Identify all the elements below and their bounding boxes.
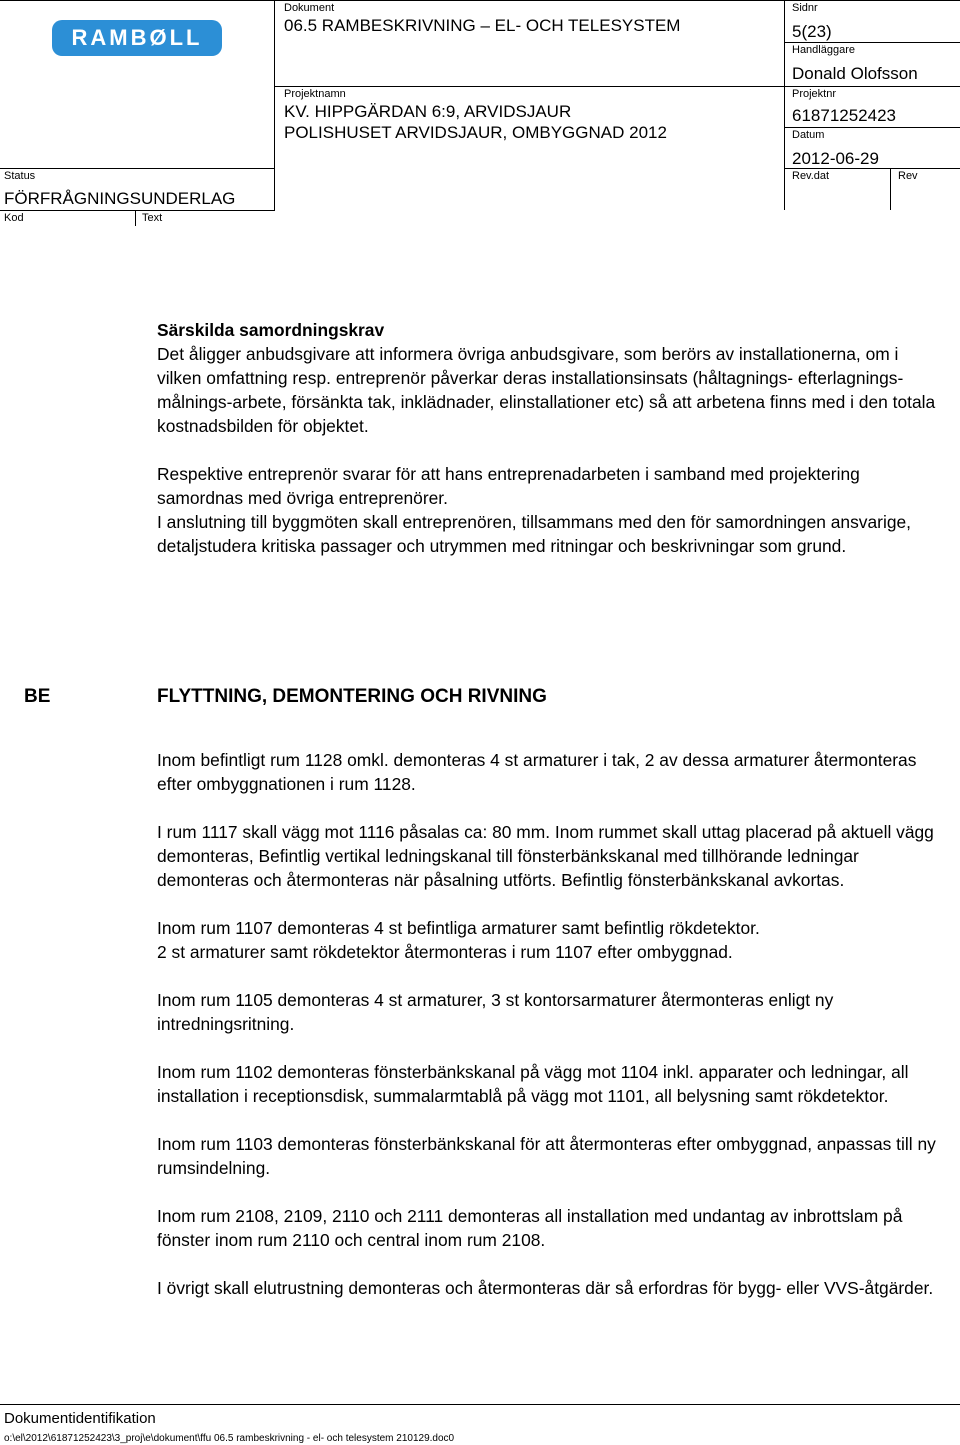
header-hline-handl	[784, 42, 960, 43]
rivning-item-4: Inom rum 1105 demonteras 4 st armaturer, 3 st kontorsarmaturer återmonteras enligt ny intredningsritning.	[157, 990, 834, 1034]
header-hline-kod	[0, 210, 275, 211]
datum-value: 2012-06-29	[792, 149, 879, 168]
handlaggare-label: Handläggare	[792, 44, 855, 56]
header-hline-status	[0, 168, 275, 169]
status-label: Status	[4, 170, 36, 182]
section-title: FLYTTNING, DEMONTERING OCH RIVNING	[157, 686, 547, 707]
rivning-item-7: Inom rum 2108, 2109, 2110 och 2111 demonteras all installation med undantag av inbrottslam på fönster inom rum 2110 och central inom rum 2108.	[157, 1206, 903, 1250]
text-label: Text	[142, 212, 163, 224]
handlaggare-value: Donald Olofsson	[792, 64, 918, 83]
header-hline-projnr	[784, 86, 960, 87]
header-top-border	[0, 0, 960, 1]
status-value: FÖRFRÅGNINGSUNDERLAG	[4, 189, 236, 208]
header-divider-2	[784, 0, 785, 210]
paragraph-2: Respektive entreprenör svarar för att hans entreprenadarbeten i samband med projektering samordnas med övriga entreprenörer.	[157, 464, 860, 508]
samordning-section	[157, 318, 947, 558]
logo-text: RAMBØLL	[71, 25, 203, 50]
kod-label: Kod	[4, 212, 24, 224]
projektnr-label: Projektnr	[792, 88, 837, 100]
header-hline-project	[274, 86, 785, 87]
dokument-value: 06.5 RAMBESKRIVNING – EL- OCH TELESYSTEM	[284, 16, 681, 35]
projektnamn-label: Projektnamn	[284, 88, 346, 100]
ramboll-logo	[52, 20, 222, 56]
rivning-item-5: Inom rum 1102 demonteras fönsterbänkskanal på vägg mot 1104 inkl. apparater och ledningar, all installation i receptionsdisk, summalarmtablå på vägg mot 1101, all belysning samt rökdetektor.	[157, 1062, 909, 1106]
projektnamn-line1: KV. HIPPGÄRDAN 6:9, ARVIDSJAUR	[284, 102, 572, 121]
rivning-item-2: I rum 1117 skall vägg mot 1116 påsalas ca: 80 mm. Inom rummet skall uttag placerad på aktuell vägg demonteras, Befintlig vertikal ledningskanal till fönsterbänkskanal med tillhörande ledningar demonteras och återmonteras när påsalning utförts. Befintlig fönsterbänkskanal avkortas.	[157, 822, 934, 890]
rivning-item-3b: 2 st armaturer samt rökdetektor återmonteras i rum 1107 efter ombyggnad.	[157, 942, 733, 962]
rivning-item-3a: Inom rum 1107 demonteras 4 st befintliga armaturer samt befintlig rökdetektor.	[157, 918, 760, 938]
header-divider-1	[274, 0, 275, 210]
section-code: BE	[24, 686, 51, 707]
footer-path: o:\el\2012\61871252423\3_proj\e\dokument\ffu 06.5 rambeskrivning - el- och telesystem 210129.doc0	[4, 1433, 455, 1444]
rivning-item-8: I övrigt skall elutrustning demonteras och återmonteras där så erfordras för bygg- eller VVS-åtgärder.	[157, 1278, 934, 1298]
revdat-label: Rev.dat	[792, 170, 830, 182]
header-kod-divider	[135, 210, 136, 226]
sidnr-label: Sidnr	[792, 2, 818, 14]
projektnr-value: 61871252423	[792, 106, 897, 125]
projektnamn-line2: POLISHUSET ARVIDSJAUR, OMBYGGNAD 2012	[284, 123, 667, 142]
dokument-label: Dokument	[284, 2, 335, 14]
paragraph-3: I anslutning till byggmöten skall entreprenören, tillsammans med den för samordningen ansvarige, detaljstudera kritiska passager och utrymmen med ritningar och beskrivningar som grund.	[157, 512, 911, 556]
rivning-section	[157, 748, 947, 1300]
datum-label: Datum	[792, 129, 825, 141]
rivning-item-1: Inom befintligt rum 1128 omkl. demonteras 4 st armaturer i tak, 2 av dessa armaturer återmonteras efter ombyggnationen i rum 1128.	[157, 750, 917, 794]
paragraph-1: Det åligger anbudsgivare att informera övriga anbudsgivare, som berörs av installationerna, om i vilken omfattning resp. entreprenör påverkar deras installationsinsats (håltagnings- efterlagnings- målnings-arbete, försänkta tak, inklädnader, elinstallationer etc) så att arbetena finns med i den totala kostnadsbilden för objektet.	[157, 344, 936, 436]
rivning-item-6: Inom rum 1103 demonteras fönsterbänkskanal för att återmonteras efter ombyggnad, anpassas till ny rumsindelning.	[157, 1134, 936, 1178]
footer-border	[0, 1404, 960, 1405]
rev-label: Rev	[898, 170, 918, 182]
footer-label: Dokumentidentifikation	[4, 1410, 156, 1427]
header-divider-rev	[890, 168, 891, 210]
header-hline-datum	[784, 127, 960, 128]
sidnr-value: 5(23)	[792, 22, 832, 41]
samordning-heading: Särskilda samordningskrav	[157, 320, 385, 340]
